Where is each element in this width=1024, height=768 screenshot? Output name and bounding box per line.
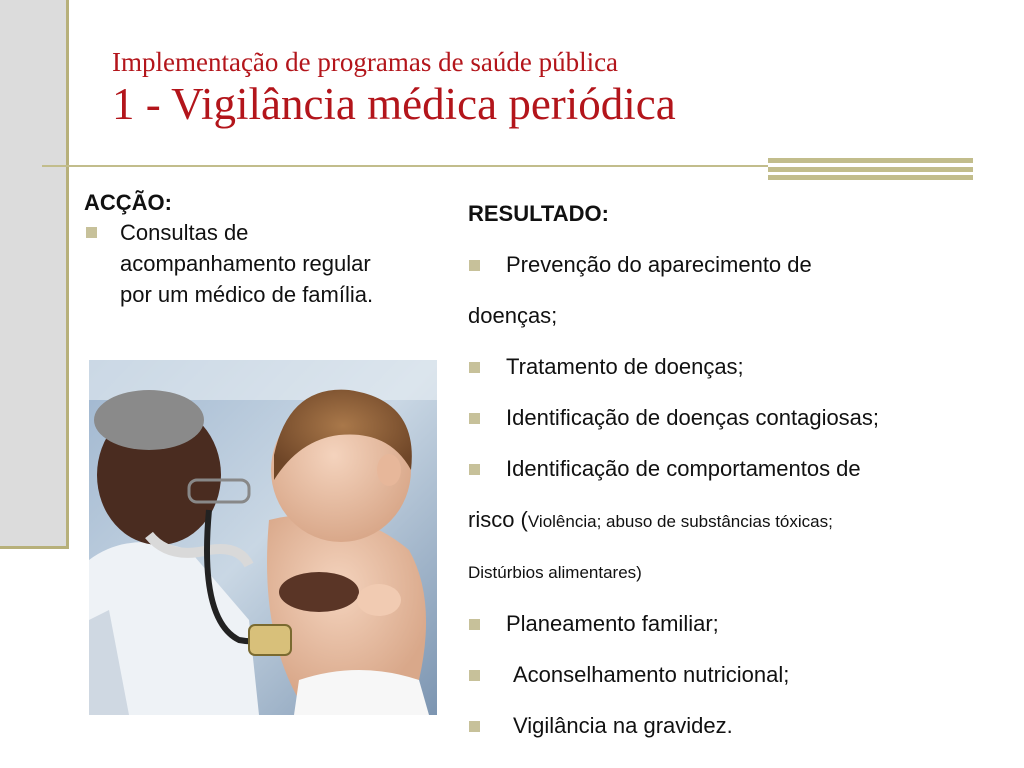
result-item-text: Vigilância na gravidez. xyxy=(513,713,733,738)
left-decor-band-foot xyxy=(0,546,69,549)
bullet-square-icon xyxy=(469,464,480,475)
result-item-continuation xyxy=(468,505,1018,537)
result-item-text: Aconselhamento nutricional; xyxy=(513,662,790,687)
result-item-text: Identificação de doenças contagiosas; xyxy=(506,405,880,430)
title-divider-block xyxy=(768,167,973,172)
result-item-detail: Distúrbios alimentares) xyxy=(468,563,642,582)
action-heading: ACÇÃO: xyxy=(84,190,172,215)
result-item-continuation-main: risco ( xyxy=(468,507,528,532)
result-item-text: Prevenção do aparecimento de xyxy=(506,252,812,277)
bullet-square-icon xyxy=(469,619,480,630)
result-item xyxy=(468,454,1018,484)
action-line: Consultas de xyxy=(120,220,249,245)
title-divider-line xyxy=(42,165,768,167)
result-item xyxy=(468,250,1018,280)
result-item xyxy=(468,711,1018,741)
result-item-detail: Violência; abuso de substâncias tóxicas; xyxy=(527,512,833,531)
result-item xyxy=(468,352,1018,382)
bullet-square-icon xyxy=(469,260,480,271)
result-section xyxy=(468,199,1018,741)
result-heading: RESULTADO: xyxy=(468,201,609,226)
bullet-square-icon xyxy=(86,227,97,238)
bullet-square-icon xyxy=(469,413,480,424)
action-line: acompanhamento regular xyxy=(120,251,371,276)
bullet-square-icon xyxy=(469,721,480,732)
action-line: por um médico de família. xyxy=(120,282,374,307)
result-item xyxy=(468,609,1018,639)
bullet-square-icon xyxy=(469,670,480,681)
result-item xyxy=(468,660,1018,690)
left-decor-band xyxy=(0,0,69,548)
title-divider-block xyxy=(768,175,973,180)
result-item-text: Planeamento familiar; xyxy=(506,611,719,636)
action-section xyxy=(84,188,454,311)
doctor-child-photo xyxy=(89,360,437,715)
result-item-continuation: doenças; xyxy=(468,303,558,328)
result-item-text: Identificação de comportamentos de xyxy=(506,456,861,481)
result-item-text: Tratamento de doenças; xyxy=(506,354,744,379)
title-divider-block xyxy=(768,158,973,163)
bullet-square-icon xyxy=(469,362,480,373)
action-bullet xyxy=(84,216,454,311)
slide-subtitle: Implementação de programas de saúde pública xyxy=(112,47,619,77)
slide-title: 1 - Vigilância médica periódica xyxy=(112,79,676,129)
result-item xyxy=(468,403,1018,433)
title-area xyxy=(112,46,972,130)
